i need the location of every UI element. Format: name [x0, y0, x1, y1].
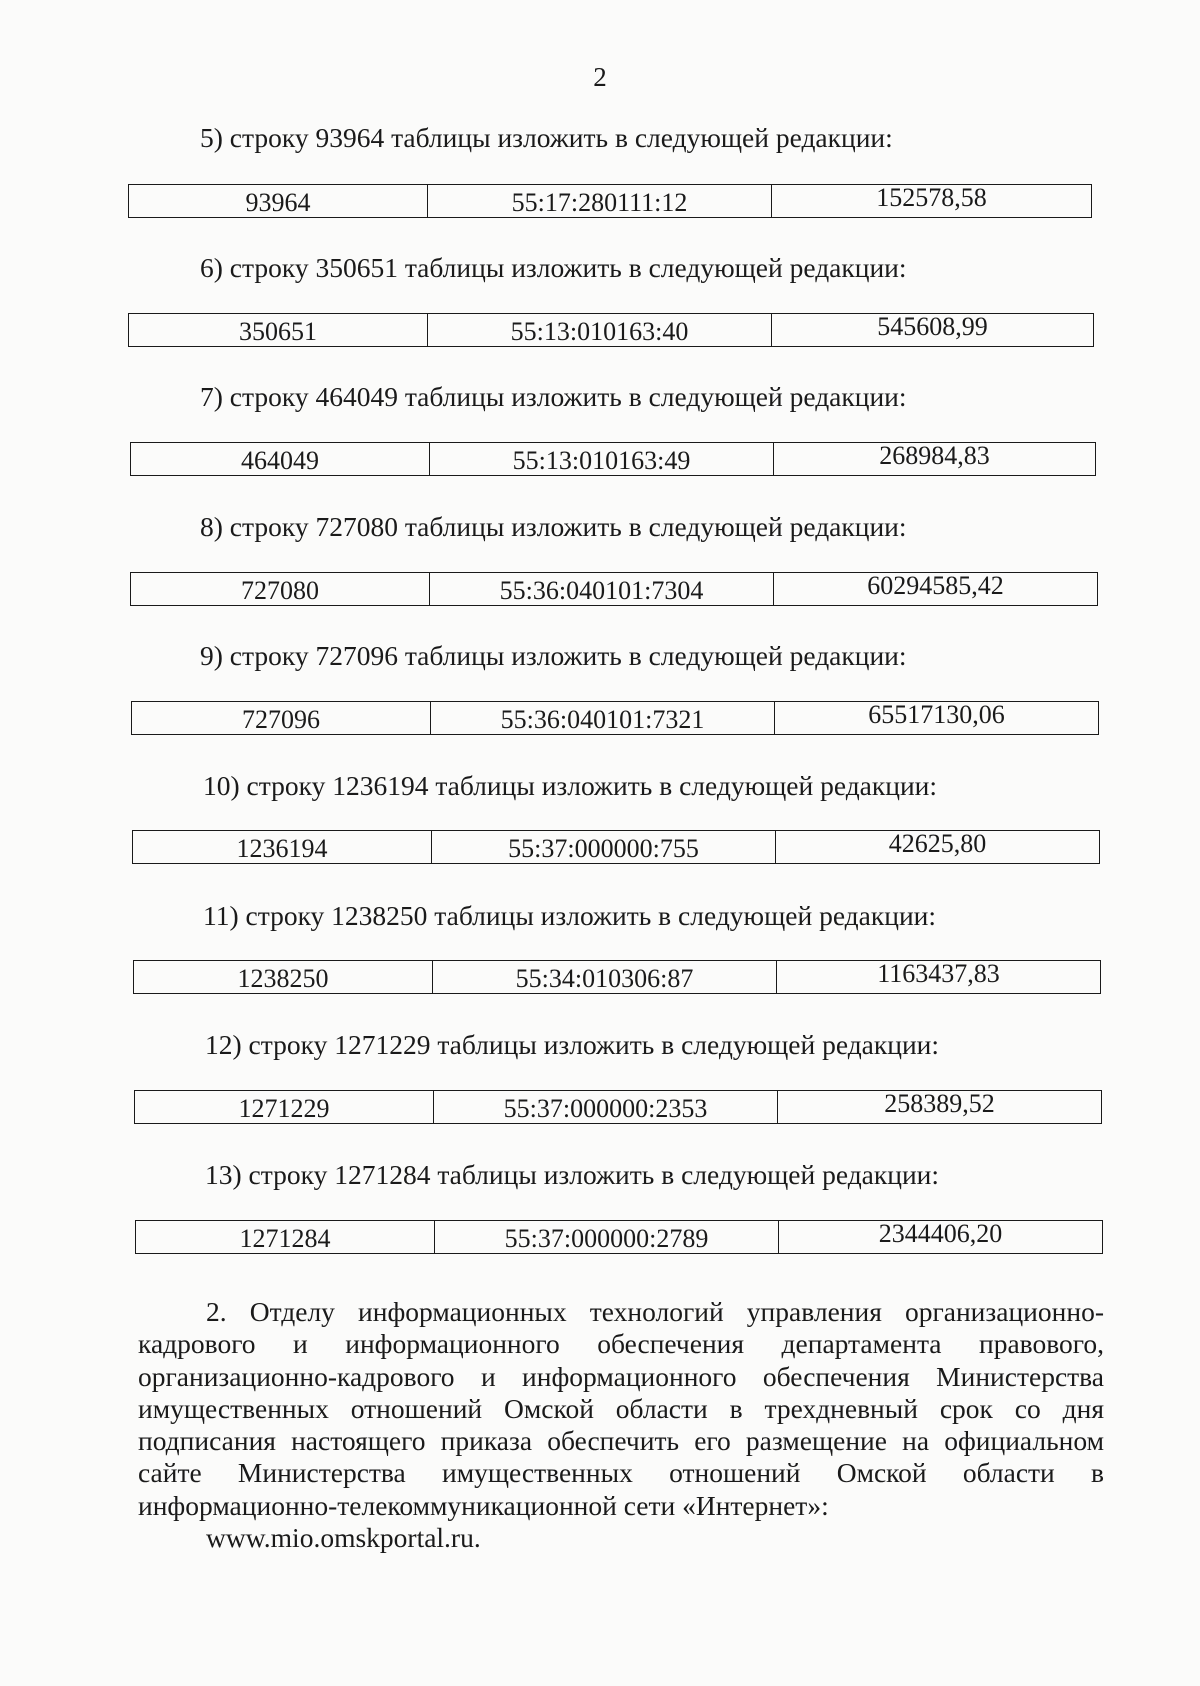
row-number-cell: 1238250 [237, 964, 329, 993]
instruction-10: 10) строку 1236194 таблицы изложить в следующей редакции: [203, 770, 938, 801]
value-cell: 60294585,42 [773, 573, 1097, 605]
cadastral-number-cell: 55:13:010163:49 [429, 443, 773, 475]
table-row-464049 [130, 442, 1096, 476]
cadastral-number-cell: 55:36:040101:7304 [429, 573, 773, 605]
cadastral-number-cell: 55:37:000000:2353 [433, 1091, 777, 1123]
website-url: www.mio.omskportal.ru. [206, 1522, 481, 1554]
value-cell: 65517130,06 [774, 702, 1098, 734]
instruction-11: 11) строку 1238250 таблицы изложить в следующей редакции: [203, 900, 937, 931]
table-row-1271229 [134, 1090, 1102, 1124]
value-cell: 1163437,83 [776, 961, 1100, 993]
table-row-350651 [128, 313, 1094, 347]
instruction-12: 12) строку 1271229 таблицы изложить в следующей редакции: [205, 1029, 940, 1060]
cadastral-number-cell: 55:17:280111:12 [427, 185, 771, 217]
value-cell: 268984,83 [773, 443, 1095, 475]
value-cell: 152578,58 [771, 185, 1091, 217]
table-row-727080 [130, 572, 1098, 606]
row-number-cell: 1271229 [238, 1094, 330, 1123]
paragraph-text: 2. Отделу информационных технологий управления организационно-кадрового и информационного обеспечения департамента правового, организационно-кадрового и информационного обеспечения Министерства имущественных отношений Омской области в трехдневный срок со дня подписания настоящего приказа обеспечить его размещение на официальном сайте Министерства имущественных отношений Омской области в информационно-телекоммуникационной сети «Интернет»: [138, 1296, 1104, 1521]
row-number-cell: 350651 [239, 317, 317, 346]
instruction-6: 6) строку 350651 таблицы изложить в следующей редакции: [200, 252, 907, 283]
instruction-13: 13) строку 1271284 таблицы изложить в следующей редакции: [205, 1159, 940, 1190]
row-number-cell: 1236194 [236, 834, 328, 863]
value-cell: 2344406,20 [778, 1221, 1102, 1253]
page-number: 2 [593, 62, 607, 92]
value-cell: 42625,80 [775, 831, 1099, 863]
value-cell: 545608,99 [771, 314, 1093, 346]
table-row-93964 [128, 184, 1092, 218]
paragraph-2 [138, 1296, 1104, 1554]
cadastral-number-cell: 55:37:000000:2789 [434, 1221, 778, 1253]
cadastral-number-cell: 55:13:010163:40 [427, 314, 771, 346]
table-row-727096 [131, 701, 1099, 735]
instruction-9: 9) строку 727096 таблицы изложить в следующей редакции: [200, 640, 907, 671]
cadastral-number-cell: 55:34:010306:87 [432, 961, 776, 993]
row-number-cell: 727080 [241, 576, 319, 605]
row-number-cell: 464049 [241, 446, 319, 475]
row-number-cell: 727096 [242, 705, 320, 734]
instruction-7: 7) строку 464049 таблицы изложить в следующей редакции: [200, 381, 907, 412]
instruction-8: 8) строку 727080 таблицы изложить в следующей редакции: [200, 511, 907, 542]
row-number-cell: 93964 [245, 188, 311, 217]
cadastral-number-cell: 55:36:040101:7321 [430, 702, 774, 734]
value-cell: 258389,52 [777, 1091, 1101, 1123]
table-row-1271284 [135, 1220, 1103, 1254]
table-row-1238250 [133, 960, 1101, 994]
table-row-1236194 [132, 830, 1100, 864]
cadastral-number-cell: 55:37:000000:755 [431, 831, 775, 863]
instruction-5: 5) строку 93964 таблицы изложить в следующей редакции: [200, 122, 893, 153]
row-number-cell: 1271284 [239, 1224, 331, 1253]
